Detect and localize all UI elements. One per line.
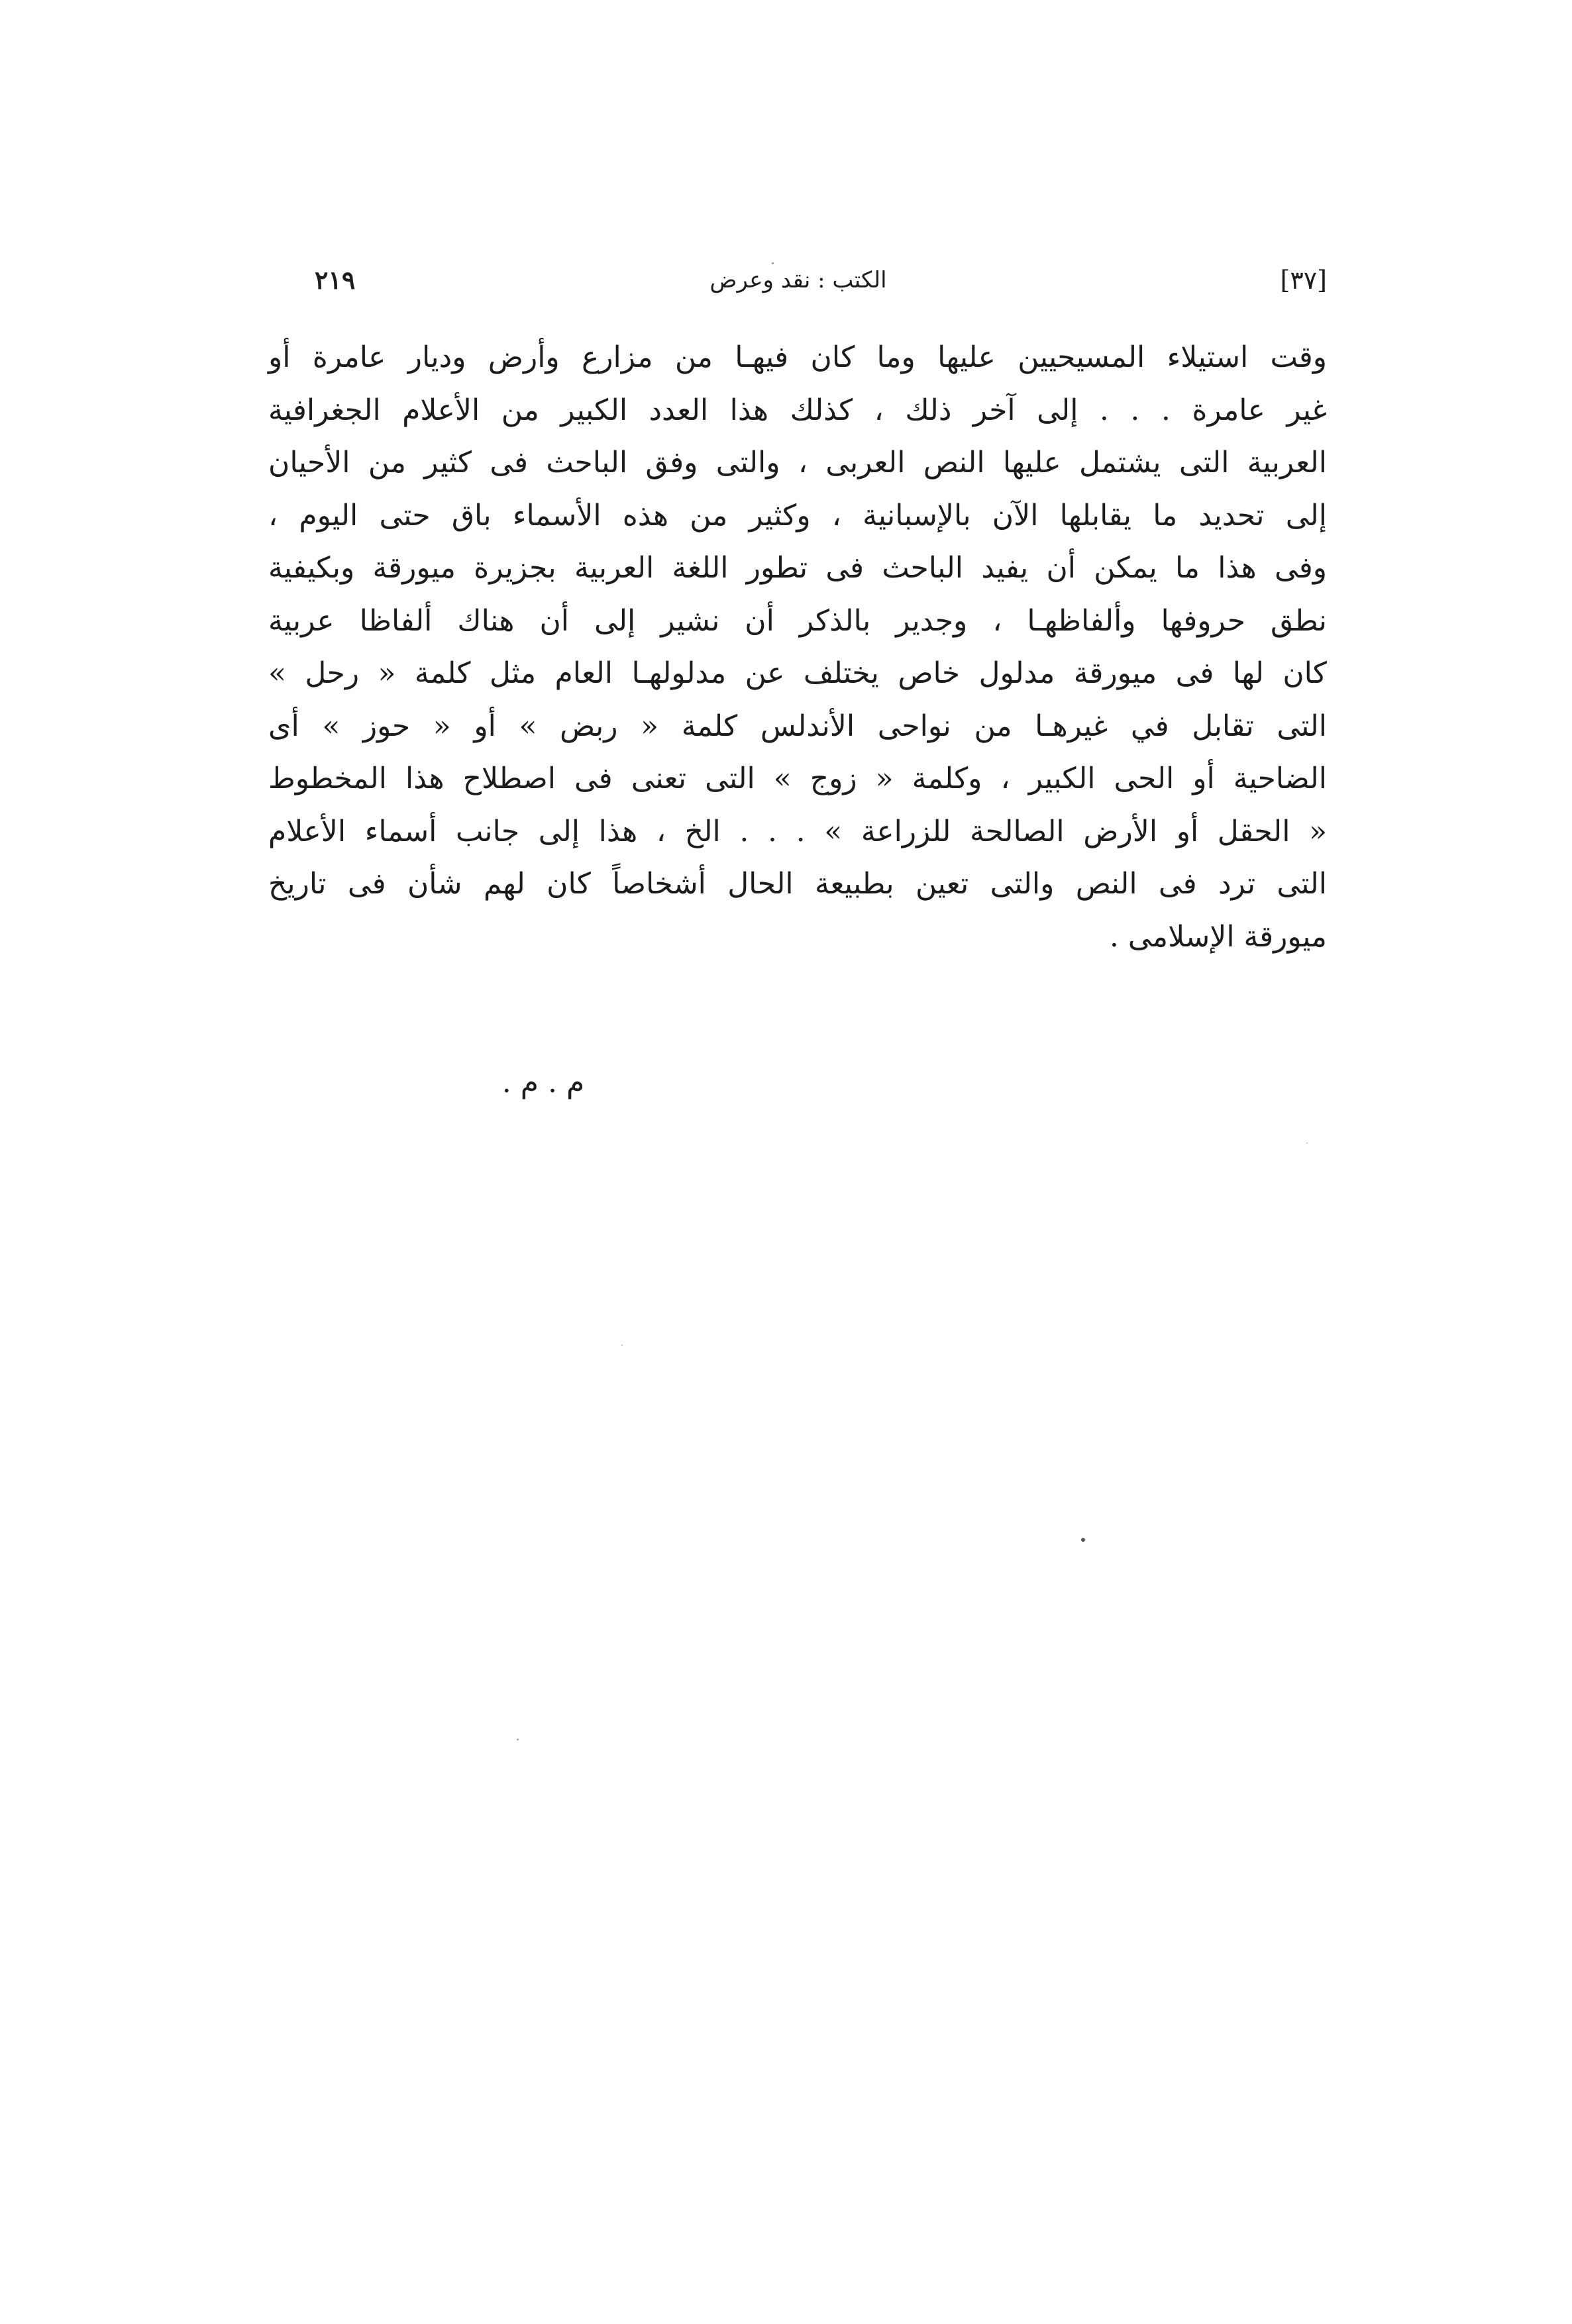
- text-line: إلى تحديد ما يقابلها الآن بالإسبانية ، وكثير من هذه الأسماء باق حتى اليوم ،: [268, 498, 1327, 532]
- scan-speck: [1081, 1538, 1085, 1542]
- page-header: [268, 257, 1327, 303]
- text-line: ميورقة الإسلامى .: [1109, 919, 1327, 954]
- author-signature: م . م .: [501, 1066, 585, 1099]
- text-line: التى ترد فى النص والتى تعين بطبيعة الحال أشخاصاً كان لهم شأن فى تاريخ: [268, 867, 1327, 901]
- text-line: العربية التى يشتمل عليها النص العربى ، والتى وفق الباحث فى كثير من الأحيان: [268, 446, 1327, 480]
- text-line: « الحقل أو الأرض الصالحة للزراعة » . . . الخ ، هذا إلى جانب أسماء الأعلام: [268, 814, 1327, 848]
- scan-speck: [621, 1344, 623, 1346]
- text-line: التى تقابل في غيرهـا من نواحى الأندلس كلمة « ربض » أو « حوز » أى: [268, 709, 1327, 743]
- running-title: الكتب : نقد وعرض: [709, 267, 887, 293]
- scan-speck: [517, 1739, 519, 1741]
- scan-speck: [1306, 1142, 1308, 1144]
- text-line: وقت استيلاء المسيحيين عليها وما كان فيهـا من مزارع وأرض وديار عامرة أو: [268, 340, 1327, 374]
- text-line: وفى هذا ما يمكن أن يفيد الباحث فى تطور اللغة العربية بجزيرة ميورقة وبكيفية: [268, 551, 1327, 585]
- text-line: الضاحية أو الحى الكبير ، وكلمة « زوج » التى تعنى فى اصطلاح هذا المخطوط: [268, 762, 1327, 795]
- text-line: غير عامرة . . . إلى آخر ذلك ، كذلك هذا العدد الكبير من الأعلام الجغرافية: [268, 393, 1327, 427]
- body-paragraph: [268, 331, 1327, 963]
- section-number: [٣٧]: [1280, 266, 1327, 295]
- page-number: ٢١٩: [315, 265, 356, 295]
- scan-speck: [772, 262, 774, 264]
- text-line: كان لها فى ميورقة مدلول خاص يختلف عن مدلولهـا العام مثل كلمة « رحل »: [268, 656, 1327, 690]
- text-line: نطق حروفها وألفاظهـا ، وجدير بالذكر أن نشير إلى أن هناك ألفاظا عربية: [268, 603, 1327, 638]
